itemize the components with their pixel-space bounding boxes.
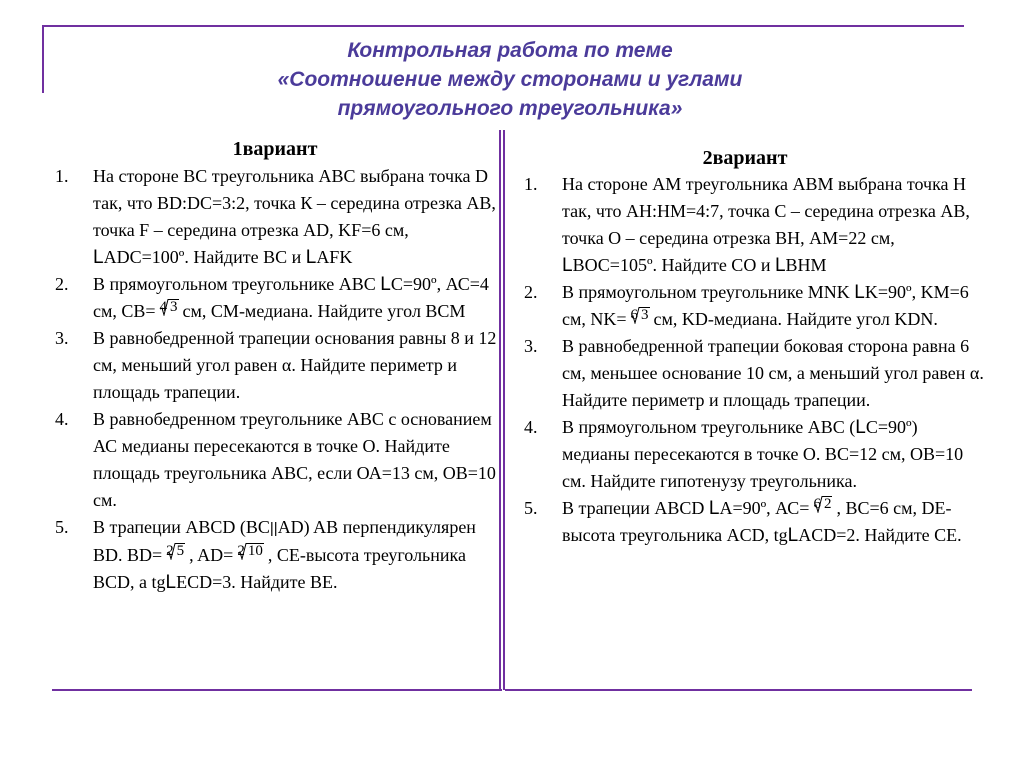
item-number: 3.: [524, 336, 538, 356]
variant1-heading: 1вариант: [232, 138, 318, 160]
center-divider-line-2: [503, 130, 505, 690]
text-part: В трапеции ABCD: [562, 498, 709, 518]
text-part: В прямоугольном треугольнике АВС (: [562, 417, 856, 437]
item-text: В равнобедренной трапеции боковая сторона равна 6 см, меньшее основание 10 см, а меньший угол равен α. Найдите периметр и площадь трапеции.: [562, 336, 984, 410]
list-item: [55, 325, 500, 406]
angle-icon: L: [774, 255, 786, 276]
text-part: В трапеции ABCD (BC: [93, 517, 270, 537]
item-number: 5.: [55, 517, 69, 537]
text-part: , ВС=6 см, DE- высота треугольника ACD, tg: [562, 498, 952, 545]
item-number: 4.: [55, 409, 69, 429]
sqrt-coefficient: 2: [166, 543, 174, 559]
text-part: ACD=2. Найдите СЕ.: [798, 525, 962, 545]
list-item: [524, 414, 984, 495]
angle-icon: L: [305, 247, 317, 268]
sqrt-radicand: [168, 299, 179, 315]
text-part: ВОС=105º. Найдите СО и: [572, 255, 775, 275]
sqrt-radicand: [175, 543, 186, 559]
text-part: K=90º, KM=6 см, NK=: [562, 282, 969, 329]
angle-icon: L: [787, 525, 799, 546]
angle-icon: L: [93, 247, 104, 268]
top-border-line: [42, 25, 964, 27]
sqrt-radicand: [639, 307, 650, 323]
list-item: [55, 406, 500, 514]
sqrt-expression: [813, 496, 832, 512]
text-part: ADC=100º. Найдите ВС и: [103, 247, 306, 267]
text-part: , CE-высота треугольника BCD, а tg: [93, 545, 466, 592]
text-part: ВНМ: [785, 255, 827, 275]
item-text: [562, 171, 984, 279]
sqrt-radicand: [822, 496, 833, 512]
title-line-2: «Соотношение между сторонами и углами: [277, 68, 743, 91]
radical-sign-icon: [160, 299, 169, 316]
bottom-left-line: [52, 689, 502, 691]
text-part: см, СМ-медиана. Найдите угол ВСМ: [182, 301, 466, 321]
sqrt-radicand-value: 3: [641, 307, 649, 323]
list-item: [55, 271, 500, 325]
item-text: [562, 414, 984, 495]
angle-icon: L: [562, 255, 573, 276]
list-item: [524, 495, 984, 549]
item-text: [93, 163, 500, 271]
angle-icon: L: [165, 572, 177, 593]
sqrt-expression: [160, 299, 179, 315]
list-item: [524, 333, 984, 414]
title-line-1: Контрольная работа по теме: [347, 39, 673, 62]
item-number: 2.: [55, 274, 69, 294]
list-item: [55, 163, 500, 271]
list-item: [524, 279, 984, 333]
sqrt-radicand-value: 2: [823, 496, 832, 512]
radical-sign-icon: [814, 496, 823, 513]
text-part: На стороне АМ треугольника АВМ выбрана точка Н так, что АН:НМ=4:7, точка С – середина отрезка АВ, точка О – середина отрезка ВН, АМ=22 см,: [562, 174, 970, 248]
list-item: [524, 171, 984, 279]
item-number: 1.: [55, 166, 69, 186]
angle-icon: L: [708, 498, 720, 519]
text-part: AFK: [316, 247, 353, 267]
item-text: [93, 271, 500, 325]
item-text: [562, 495, 984, 549]
sqrt-coefficient: 6: [813, 496, 821, 512]
text-part: В прямоугольном треугольнике АВС: [93, 274, 381, 294]
sqrt-coefficient: 6: [630, 307, 639, 323]
variant2-heading: 2вариант: [702, 147, 788, 169]
sqrt-radicand-value: 5: [176, 543, 185, 559]
left-border-line: [42, 25, 44, 93]
angle-icon: L: [855, 417, 866, 438]
variant2-task-list: [524, 171, 984, 549]
list-item: [55, 514, 500, 596]
sqrt-expression: [237, 543, 264, 559]
radical-sign-icon: [631, 307, 640, 324]
angle-icon: L: [380, 274, 391, 295]
text-part: см, KD-медиана. Найдите угол KDN.: [653, 309, 938, 329]
sqrt-expression: [166, 543, 185, 559]
text-part: А=90º, АС=: [719, 498, 810, 518]
radical-sign-icon: [167, 543, 176, 560]
text-part: AD) AB перпендикулярен BD. BD=: [93, 517, 476, 565]
text-part: На стороне ВС треугольника АВС выбрана точка D так, что BD:DC=3:2, точка К – середина отрезка АВ, точка F – середина отрезка AD, KF=6 см,: [93, 166, 496, 240]
sqrt-radicand-value: 3: [170, 299, 178, 315]
item-text: [93, 514, 500, 596]
item-text: В равнобедренной трапеции основания равны 8 и 12 см, меньший угол равен α. Найдите периметр и площадь трапеции.: [93, 328, 497, 402]
radical-sign-icon: [238, 543, 247, 560]
parallel-icon: ||: [269, 520, 278, 537]
item-text: [562, 279, 984, 333]
item-number: 4.: [524, 417, 538, 437]
item-number: 1.: [524, 174, 538, 194]
sqrt-coefficient: 2: [237, 543, 245, 559]
bottom-right-line: [505, 689, 972, 691]
angle-icon: L: [854, 282, 865, 303]
text-part: , AD=: [189, 545, 234, 565]
item-number: 3.: [55, 328, 69, 348]
text-part: В прямоугольном треугольнике MNK: [562, 282, 855, 302]
item-number: 2.: [524, 282, 538, 302]
item-number: 5.: [524, 498, 538, 518]
sqrt-radicand: [246, 543, 264, 559]
title-line-3: прямоугольного треугольника»: [337, 97, 683, 120]
sqrt-coefficient: 4: [159, 299, 168, 315]
item-text: В равнобедренном треугольнике АВС с основанием АС медианы пересекаются в точке О. Найдите площадь треугольника АВС, если ОА=13 см, ОВ=10 см.: [93, 409, 496, 510]
text-part: С=90º, АС=4 см, СВ=: [93, 274, 489, 321]
text-part: ECD=3. Найдите ВЕ.: [176, 572, 338, 592]
page-title: [150, 36, 870, 123]
sqrt-radicand-value: 10: [247, 543, 263, 559]
sqrt-expression: [631, 307, 650, 323]
text-part: С=90º) медианы пересекаются в точке О. ВС=12 см, ОВ=10 см. Найдите гипотенузу треугольника.: [562, 417, 964, 491]
variant1-task-list: [55, 163, 500, 596]
